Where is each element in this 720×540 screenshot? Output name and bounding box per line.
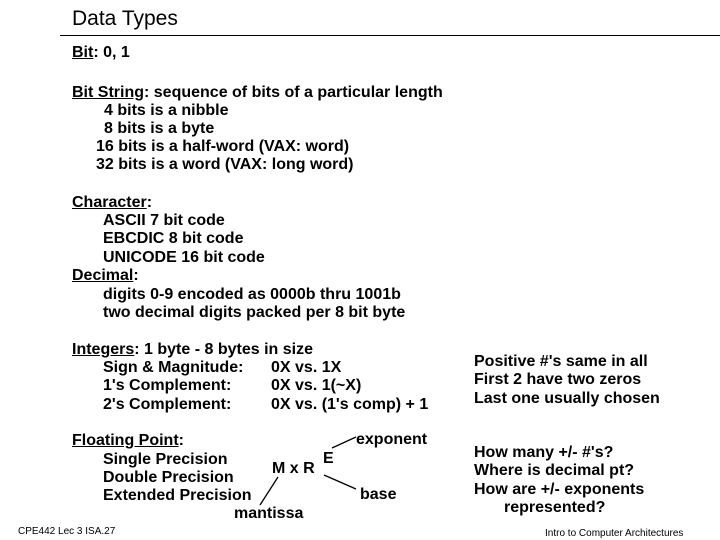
floating-point-suffix: : (178, 432, 184, 449)
float-formula: M x R (272, 460, 315, 477)
bit-text: : 0, 1 (93, 44, 130, 61)
integer-rep-name: 2's Complement: (103, 396, 232, 413)
bit-string-item: 4 bits is a nibble (104, 102, 229, 119)
decimal-suffix: : (133, 267, 139, 284)
exponent-label: exponent (356, 431, 428, 448)
decimal-label: Decimal (72, 267, 134, 284)
base-label: base (360, 486, 397, 503)
mantissa-pointer (260, 477, 278, 505)
character-item: ASCII 7 bit code (103, 212, 225, 229)
fp-question: represented? (504, 499, 606, 516)
integers-label: Integers (72, 341, 135, 358)
footer-lecture: CPE442 Lec 3 ISA.27 (18, 526, 116, 537)
precision-item: Double Precision (103, 469, 234, 486)
integers-note: Last one usually chosen (474, 390, 660, 407)
bit-string-text: : sequence of bits of a particular length (144, 84, 443, 101)
fp-question: How many +/- #'s? (474, 444, 614, 461)
fp-question: How are +/- exponents (474, 481, 645, 498)
integers-note: First 2 have two zeros (474, 371, 642, 388)
character-item: EBCDIC 8 bit code (103, 230, 244, 247)
exponent-letter: E (323, 450, 334, 467)
integers-note: Positive #'s same in all (474, 353, 648, 370)
decimal-item: two decimal digits packed per 8 bit byte (103, 304, 406, 321)
mantissa-label: mantissa (234, 505, 304, 522)
character-label: Character (72, 194, 147, 211)
bit-label: Bit (72, 44, 94, 61)
integer-rep-value: 0X vs. 1X (271, 359, 342, 376)
page-title: Data Types (72, 7, 178, 30)
character-suffix: : (146, 194, 153, 211)
integers-text: : 1 byte - 8 bytes in size (134, 341, 313, 358)
bit-string-item: 16 bits is a half-word (VAX: word) (96, 138, 350, 155)
exponent-pointer (332, 437, 356, 448)
integer-rep-name: Sign & Magnitude: (103, 359, 244, 376)
precision-item: Extended Precision (103, 487, 252, 504)
base-pointer (324, 475, 356, 489)
integer-rep-value: 0X vs. 1(~X) (271, 377, 362, 394)
integer-rep-name: 1's Complement: (103, 377, 232, 394)
integer-rep-value: 0X vs. (1's comp) + 1 (271, 396, 429, 413)
precision-item: Single Precision (103, 451, 228, 468)
footer-course: Intro to Computer Architectures (545, 528, 684, 539)
bit-string-item: 8 bits is a byte (104, 120, 215, 137)
decimal-item: digits 0-9 encoded as 0000b thru 1001b (103, 286, 401, 303)
fp-question: Where is decimal pt? (474, 462, 635, 479)
bit-string-label: Bit String (72, 84, 144, 101)
bit-string-item: 32 bits is a word (VAX: long word) (96, 156, 354, 173)
character-item: UNICODE 16 bit code (103, 249, 265, 266)
floating-point-label: Floating Point (72, 432, 179, 449)
